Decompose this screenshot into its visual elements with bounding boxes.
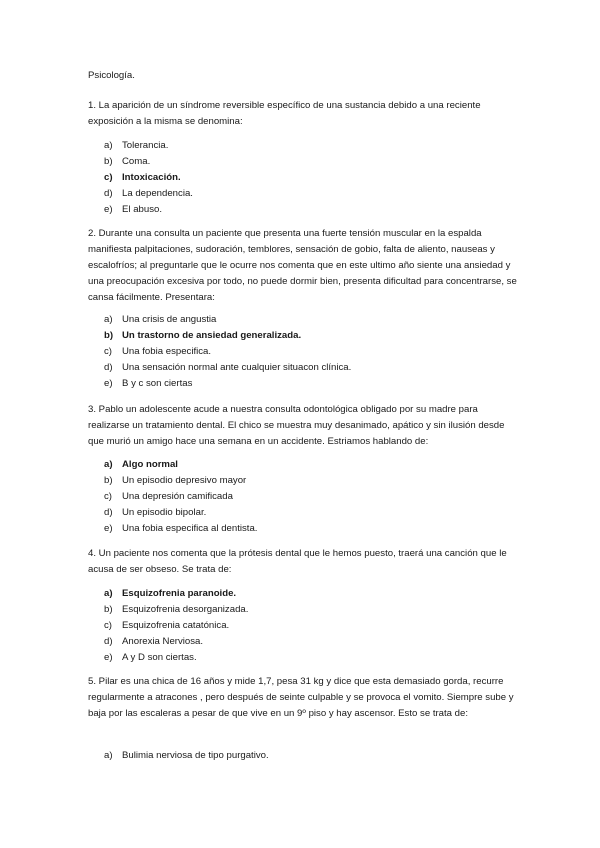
option-text: Una depresión camificada	[122, 491, 233, 502]
option-letter: b)	[104, 604, 113, 615]
option-text: Un trastorno de ansiedad generalizada.	[122, 330, 302, 341]
option-text: Bulimia nerviosa de tipo purgativo.	[122, 750, 269, 761]
option-letter: e)	[104, 652, 113, 663]
option-correct	[104, 170, 193, 186]
option	[104, 618, 248, 634]
option-letter: b)	[104, 330, 114, 341]
option	[104, 505, 257, 521]
option	[104, 186, 193, 202]
option-text: B y c son ciertas	[122, 378, 193, 389]
option	[104, 521, 257, 537]
option	[104, 650, 248, 666]
option	[104, 312, 351, 328]
question-4-options	[104, 586, 248, 666]
option-text: Esquizofrenia desorganizada.	[122, 604, 249, 615]
option-letter: b)	[104, 475, 113, 486]
option	[104, 202, 193, 218]
question-text: 3. Pablo un adolescente acude a nuestra consulta odontológica obligado por su madre para realizarse un tratamiento dental. El chico se muestra muy desanimado, apático y sin ilusión desde que murió un amigo hace una semana en un accidente. Estriamos hablando de:	[88, 404, 505, 447]
option	[104, 602, 248, 618]
option-letter: c)	[104, 172, 113, 183]
option-letter: a)	[104, 140, 113, 151]
option-text: Algo normal	[122, 459, 178, 470]
option-letter: a)	[104, 459, 113, 470]
option-letter: a)	[104, 750, 113, 761]
option-correct	[104, 328, 351, 344]
option	[104, 360, 351, 376]
question-text: 2. Durante una consulta un paciente que presenta una fuerte tensión muscular en la espalda manifiesta palpitaciones, sudoración, temblores, sensación de gobio, falta de aliento, nauseas y escalofríos; al preguntarle que le ocurre nos comenta que en este ultimo año siente una ansiedad y una preocupación excesiva por todo, no puede dormir bien, presenta dificultad para concentrarse, se cansa fácilmente. Presentara:	[88, 228, 517, 303]
option-letter: d)	[104, 362, 113, 373]
question-text: 4. Un paciente nos comenta que la prótesis dental que le hemos puesto, traerá una canción que le acusa de ser obseso. Se trata de:	[88, 548, 507, 575]
option-text: Una fobia especifica al dentista.	[122, 523, 258, 534]
option-letter: c)	[104, 346, 112, 357]
option-letter: a)	[104, 588, 113, 599]
question-text: 5. Pilar es una chica de 16 años y mide 1,7, pesa 31 kg y dice que esta demasiado gorda, recurre regularmente a atracones , pero después de seinte culpable y se provoca el vomito. Siempre sube y baja por las escaleras a pesar de que vive en un 9º piso y hay ascensor. Esto se trata de:	[88, 676, 514, 719]
question-4	[88, 546, 520, 578]
question-text: 1. La aparición de un síndrome reversible específico de una sustancia debido a una reciente exposición a la misma se denomina:	[88, 100, 481, 127]
option-text: Un episodio bipolar.	[122, 507, 207, 518]
option-letter: d)	[104, 507, 113, 518]
option-letter: e)	[104, 523, 113, 534]
option-text: Coma.	[122, 156, 151, 167]
option-text: Una sensación normal ante cualquier situacon clínica.	[122, 362, 352, 373]
question-5-options	[104, 748, 269, 764]
option-text: Anorexia Nerviosa.	[122, 636, 204, 647]
option	[104, 344, 351, 360]
option	[104, 376, 351, 392]
option-text: Una crisis de angustia	[122, 314, 217, 325]
question-2-options	[104, 312, 351, 392]
option-letter: b)	[104, 156, 113, 167]
option-correct	[104, 586, 248, 602]
option-text: Esquizofrenia paranoide.	[122, 588, 237, 599]
option	[104, 138, 193, 154]
option-letter: e)	[104, 378, 113, 389]
option-text: Un episodio depresivo mayor	[122, 475, 247, 486]
option	[104, 489, 257, 505]
question-1-options	[104, 138, 193, 218]
question-2	[88, 226, 520, 306]
option	[104, 748, 269, 764]
option-text: Tolerancia.	[122, 140, 169, 151]
option-letter: a)	[104, 314, 113, 325]
option-correct	[104, 457, 257, 473]
option-letter: e)	[104, 204, 113, 215]
option-letter: c)	[104, 491, 112, 502]
option-letter: c)	[104, 620, 112, 631]
question-3-options	[104, 457, 257, 537]
option-text: El abuso.	[122, 204, 163, 215]
question-3	[88, 402, 520, 450]
option-letter: d)	[104, 188, 113, 199]
subject-title: Psicología.	[88, 70, 135, 81]
option-text: Intoxicación.	[122, 172, 181, 183]
option	[104, 634, 248, 650]
option-text: A y D son ciertas.	[122, 652, 197, 663]
option-letter: d)	[104, 636, 113, 647]
question-5	[88, 674, 520, 722]
question-1	[88, 98, 520, 130]
option	[104, 154, 193, 170]
option-text: La dependencia.	[122, 188, 193, 199]
option	[104, 473, 257, 489]
option-text: Una fobia especifica.	[122, 346, 212, 357]
option-text: Esquizofrenia catatónica.	[122, 620, 230, 631]
